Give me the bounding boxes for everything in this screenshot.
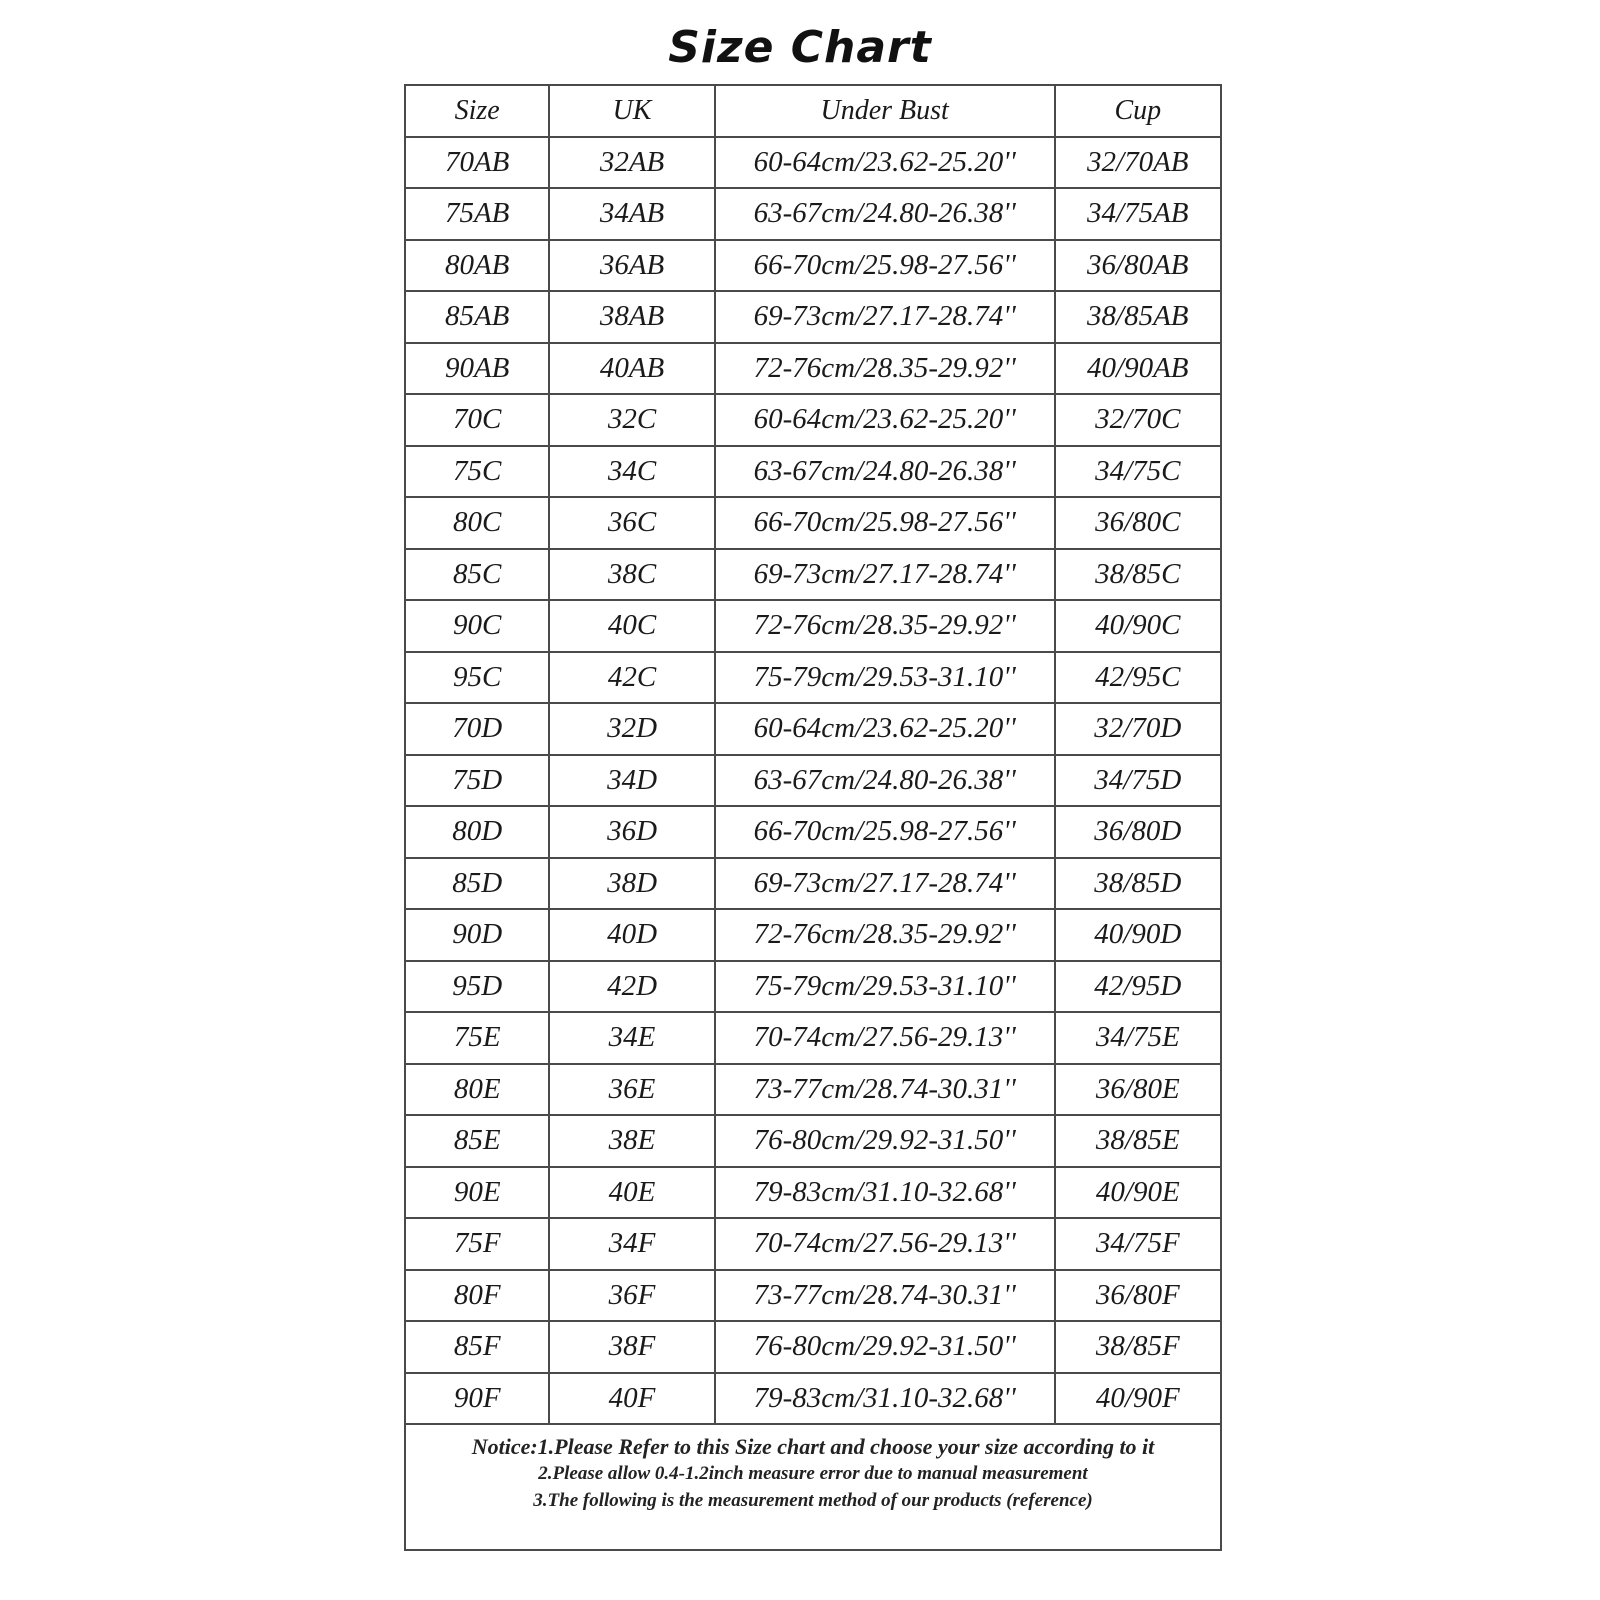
cell-uk: 36D: [549, 806, 714, 858]
cell-size: 90AB: [405, 343, 549, 395]
cell-size: 95C: [405, 652, 549, 704]
cell-size: 85F: [405, 1321, 549, 1373]
notice-line-3: 3.The following is the measurement method of our products (reference): [533, 1490, 1093, 1511]
cell-cup: 36/80E: [1055, 1064, 1221, 1116]
table-row: [405, 1115, 1221, 1167]
table-row: [405, 291, 1221, 343]
cell-size: 90C: [405, 600, 549, 652]
cell-size: 80AB: [405, 240, 549, 292]
table-row: [405, 858, 1221, 910]
cell-size: 75AB: [405, 188, 549, 240]
header-row: [405, 85, 1221, 137]
cell-uk: 34D: [549, 755, 714, 807]
table-row: [405, 961, 1221, 1013]
cell-uk: 42D: [549, 961, 714, 1013]
cell-under-bust: 66-70cm/25.98-27.56'': [715, 240, 1055, 292]
cell-under-bust: 70-74cm/27.56-29.13'': [715, 1218, 1055, 1270]
cell-cup: 34/75C: [1055, 446, 1221, 498]
table-row: [405, 600, 1221, 652]
cell-cup: 38/85C: [1055, 549, 1221, 601]
cell-uk: 34F: [549, 1218, 714, 1270]
cell-size: 70C: [405, 394, 549, 446]
cell-uk: 32D: [549, 703, 714, 755]
cell-uk: 40F: [549, 1373, 714, 1425]
cell-uk: 38E: [549, 1115, 714, 1167]
cell-under-bust: 75-79cm/29.53-31.10'': [715, 961, 1055, 1013]
table-row: [405, 1167, 1221, 1219]
notice-cell: [405, 1424, 1221, 1550]
cell-size: 75C: [405, 446, 549, 498]
cell-uk: 42C: [549, 652, 714, 704]
cell-under-bust: 76-80cm/29.92-31.50'': [715, 1321, 1055, 1373]
header-size: Size: [405, 85, 549, 137]
cell-uk: 38C: [549, 549, 714, 601]
cell-under-bust: 79-83cm/31.10-32.68'': [715, 1167, 1055, 1219]
cell-size: 95D: [405, 961, 549, 1013]
cell-cup: 34/75E: [1055, 1012, 1221, 1064]
cell-under-bust: 76-80cm/29.92-31.50'': [715, 1115, 1055, 1167]
cell-size: 85AB: [405, 291, 549, 343]
cell-cup: 42/95D: [1055, 961, 1221, 1013]
cell-size: 85C: [405, 549, 549, 601]
cell-under-bust: 73-77cm/28.74-30.31'': [715, 1270, 1055, 1322]
cell-under-bust: 63-67cm/24.80-26.38'': [715, 188, 1055, 240]
header-cup: Cup: [1055, 85, 1221, 137]
table-row: [405, 497, 1221, 549]
cell-under-bust: 60-64cm/23.62-25.20'': [715, 394, 1055, 446]
table-row: [405, 549, 1221, 601]
cell-size: 70AB: [405, 137, 549, 189]
cell-size: 75D: [405, 755, 549, 807]
cell-cup: 34/75D: [1055, 755, 1221, 807]
table-row: [405, 1373, 1221, 1425]
cell-under-bust: 63-67cm/24.80-26.38'': [715, 446, 1055, 498]
cell-cup: 40/90E: [1055, 1167, 1221, 1219]
table-row: [405, 343, 1221, 395]
table-row: [405, 240, 1221, 292]
cell-uk: 38D: [549, 858, 714, 910]
header-under-bust: Under Bust: [715, 85, 1055, 137]
cell-under-bust: 70-74cm/27.56-29.13'': [715, 1012, 1055, 1064]
cell-under-bust: 60-64cm/23.62-25.20'': [715, 703, 1055, 755]
cell-uk: 34C: [549, 446, 714, 498]
cell-uk: 36C: [549, 497, 714, 549]
cell-cup: 38/85E: [1055, 1115, 1221, 1167]
cell-size: 90E: [405, 1167, 549, 1219]
table-row: [405, 1012, 1221, 1064]
cell-size: 85D: [405, 858, 549, 910]
notice-line-2: 2.Please allow 0.4-1.2inch measure error due to manual measurement: [538, 1463, 1088, 1484]
cell-under-bust: 60-64cm/23.62-25.20'': [715, 137, 1055, 189]
cell-size: 80D: [405, 806, 549, 858]
cell-uk: 32AB: [549, 137, 714, 189]
page-title: Size Chart: [668, 22, 932, 73]
cell-under-bust: 72-76cm/28.35-29.92'': [715, 909, 1055, 961]
cell-uk: 38AB: [549, 291, 714, 343]
notice-line-1: Notice:1.Please Refer to this Size chart and choose your size according to it: [471, 1434, 1155, 1459]
cell-size: 75F: [405, 1218, 549, 1270]
cell-size: 90D: [405, 909, 549, 961]
table-row: [405, 394, 1221, 446]
cell-under-bust: 69-73cm/27.17-28.74'': [715, 549, 1055, 601]
cell-under-bust: 66-70cm/25.98-27.56'': [715, 806, 1055, 858]
cell-uk: 38F: [549, 1321, 714, 1373]
cell-cup: 32/70C: [1055, 394, 1221, 446]
cell-uk: 40E: [549, 1167, 714, 1219]
cell-cup: 34/75AB: [1055, 188, 1221, 240]
cell-uk: 36AB: [549, 240, 714, 292]
cell-cup: 38/85AB: [1055, 291, 1221, 343]
cell-cup: 42/95C: [1055, 652, 1221, 704]
cell-uk: 36E: [549, 1064, 714, 1116]
cell-under-bust: 63-67cm/24.80-26.38'': [715, 755, 1055, 807]
cell-cup: 38/85D: [1055, 858, 1221, 910]
cell-cup: 40/90AB: [1055, 343, 1221, 395]
header-uk: UK: [549, 85, 714, 137]
table-row: [405, 137, 1221, 189]
size-chart-table: [404, 84, 1222, 1551]
cell-uk: 32C: [549, 394, 714, 446]
cell-size: 80F: [405, 1270, 549, 1322]
cell-cup: 32/70AB: [1055, 137, 1221, 189]
cell-under-bust: 69-73cm/27.17-28.74'': [715, 858, 1055, 910]
cell-under-bust: 69-73cm/27.17-28.74'': [715, 291, 1055, 343]
table-row: [405, 755, 1221, 807]
cell-under-bust: 72-76cm/28.35-29.92'': [715, 343, 1055, 395]
cell-uk: 40C: [549, 600, 714, 652]
table-row: [405, 446, 1221, 498]
cell-under-bust: 79-83cm/31.10-32.68'': [715, 1373, 1055, 1425]
table-row: [405, 806, 1221, 858]
cell-under-bust: 72-76cm/28.35-29.92'': [715, 600, 1055, 652]
table-row: [405, 1270, 1221, 1322]
cell-size: 90F: [405, 1373, 549, 1425]
table-row: [405, 188, 1221, 240]
table-body: [405, 137, 1221, 1425]
table-row: [405, 652, 1221, 704]
table-row: [405, 1321, 1221, 1373]
table-row: [405, 703, 1221, 755]
cell-uk: 36F: [549, 1270, 714, 1322]
cell-under-bust: 73-77cm/28.74-30.31'': [715, 1064, 1055, 1116]
cell-cup: 36/80AB: [1055, 240, 1221, 292]
cell-size: 70D: [405, 703, 549, 755]
table-row: [405, 1218, 1221, 1270]
cell-size: 75E: [405, 1012, 549, 1064]
cell-under-bust: 66-70cm/25.98-27.56'': [715, 497, 1055, 549]
notice-row: [405, 1424, 1221, 1550]
cell-cup: 36/80C: [1055, 497, 1221, 549]
cell-size: 80C: [405, 497, 549, 549]
cell-under-bust: 75-79cm/29.53-31.10'': [715, 652, 1055, 704]
cell-cup: 40/90C: [1055, 600, 1221, 652]
cell-cup: 40/90D: [1055, 909, 1221, 961]
cell-cup: 38/85F: [1055, 1321, 1221, 1373]
table-row: [405, 1064, 1221, 1116]
cell-size: 80E: [405, 1064, 549, 1116]
cell-uk: 40AB: [549, 343, 714, 395]
cell-uk: 40D: [549, 909, 714, 961]
cell-cup: 34/75F: [1055, 1218, 1221, 1270]
cell-size: 85E: [405, 1115, 549, 1167]
cell-cup: 36/80D: [1055, 806, 1221, 858]
cell-cup: 40/90F: [1055, 1373, 1221, 1425]
cell-uk: 34E: [549, 1012, 714, 1064]
cell-cup: 36/80F: [1055, 1270, 1221, 1322]
table-row: [405, 909, 1221, 961]
cell-cup: 32/70D: [1055, 703, 1221, 755]
cell-uk: 34AB: [549, 188, 714, 240]
